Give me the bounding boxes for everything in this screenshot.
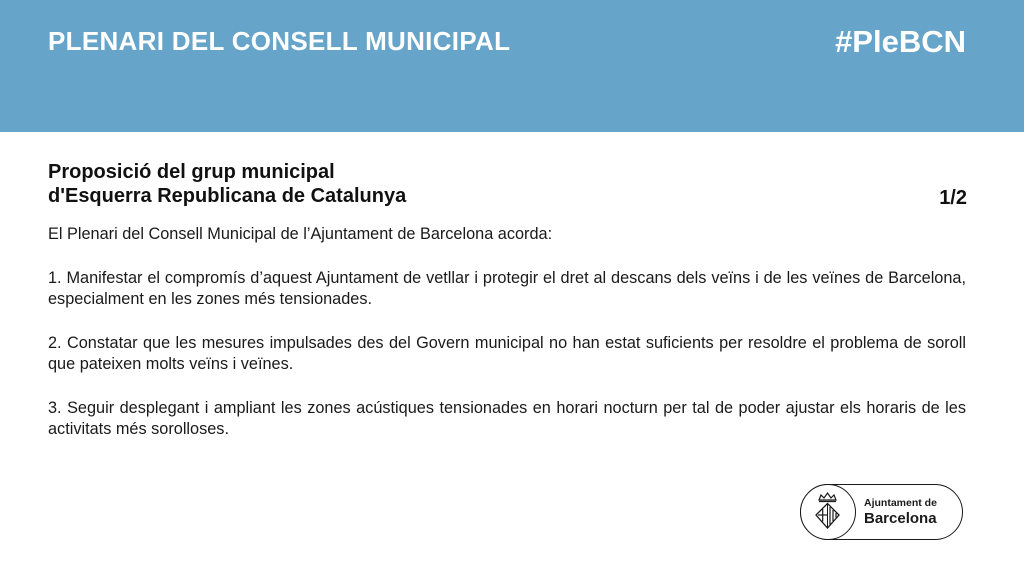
logo-text-line1: Ajuntament de — [864, 497, 937, 509]
header-hashtag: #PleBCN — [835, 24, 966, 59]
body-point-2: 2. Constatar que les mesures impulsades des del Govern municipal no han estat suficients per resoldre el problema de soroll que pateixen molts veïns i veïnes. — [48, 334, 966, 373]
header-title: PLENARI DEL CONSELL MUNICIPAL — [48, 26, 511, 56]
barcelona-coat-of-arms-icon — [800, 484, 856, 540]
ajuntament-logo — [800, 484, 963, 540]
page-indicator: 1/2 — [939, 187, 967, 209]
body-point-3: 3. Seguir desplegant i ampliant les zones acústiques tensionades en horari nocturn per tal de poder ajustar els horaris de les activitats més sorolloses. — [48, 399, 966, 438]
proposal-body — [48, 224, 966, 463]
header-band — [0, 0, 1024, 132]
proposal-title-line2: d'Esquerra Republicana de Catalunya — [48, 185, 407, 207]
body-point-1: 1. Manifestar el compromís d’aquest Ajuntament de vetllar i protegir el dret al descans dels veïns i de les veïnes de Barcelona, especialment en les zones més tensionades. — [48, 269, 966, 308]
logo-text-line2: Barcelona — [864, 510, 937, 527]
body-intro: El Plenari del Consell Municipal de l’Ajuntament de Barcelona acorda: — [48, 225, 553, 243]
proposal-title-line1: Proposició del grup municipal — [48, 161, 335, 183]
proposal-title — [48, 160, 848, 208]
